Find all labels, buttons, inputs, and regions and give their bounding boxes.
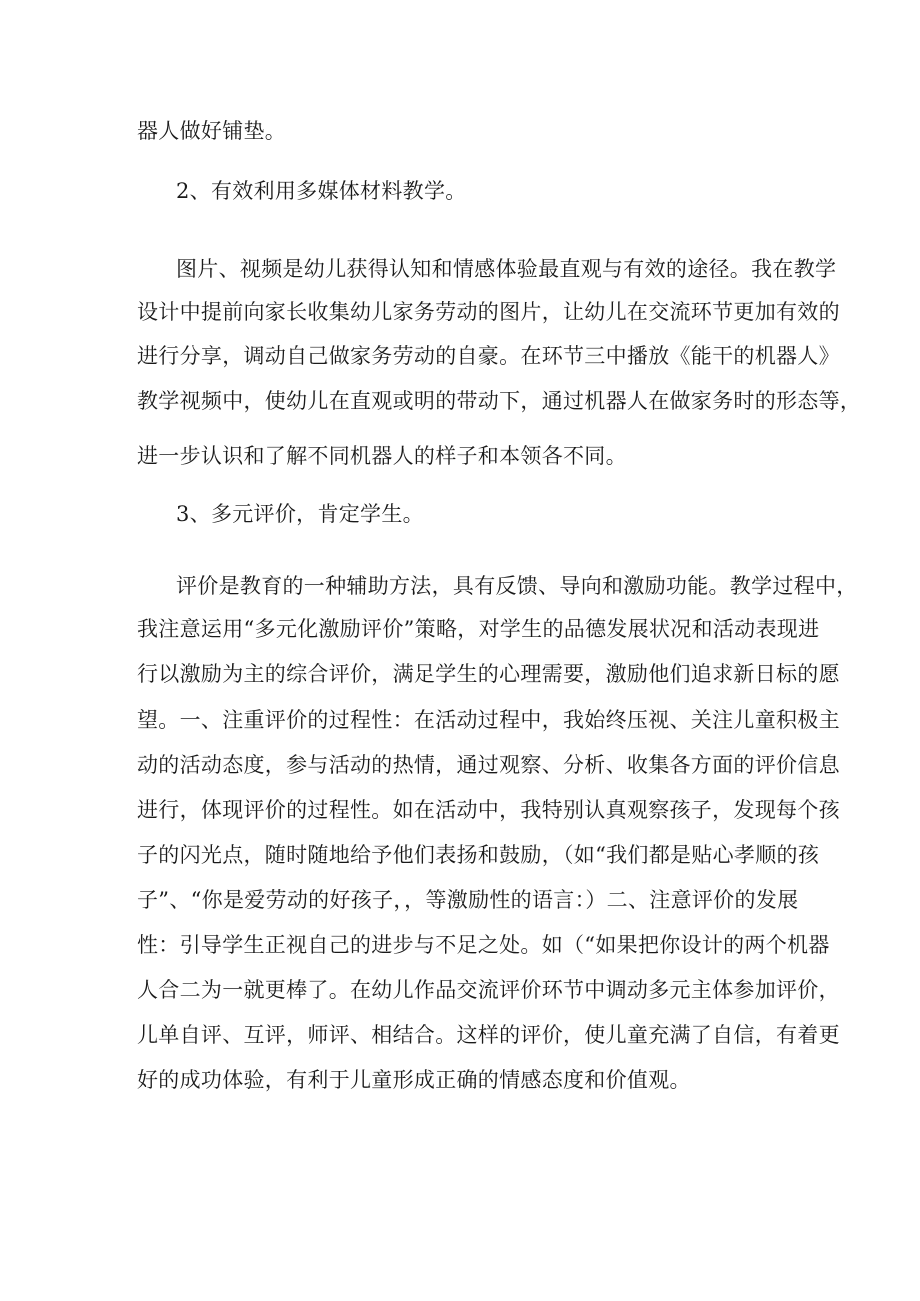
paragraph-line: 教学视频中，使幼儿在直观或明的带动下，通过机器人在做家务时的形态等， [137, 389, 862, 413]
paragraph-continuation: 器人做好铺垫。 [137, 119, 287, 143]
section-heading-3: 3、多元评价，肯定学生。 [176, 502, 424, 526]
paragraph-line: 好的成功体验，有利于儿童形成正确的情感态度和价值观。 [137, 1068, 691, 1092]
paragraph-line: 图片、视频是幼儿获得认知和情感体验最直观与有效的途径。我在教学 [176, 257, 837, 281]
paragraph-line: 人合二为一就更棒了。在幼儿作品交流评价环节中调动多元主体参加评价， [137, 978, 840, 1002]
section-heading-2: 2、有效利用多媒体材料教学。 [176, 179, 467, 203]
paragraph-line: 进行分享，调动自己做家务劳动的自豪。在环节三中播放《能干的机器人》 [137, 344, 840, 368]
paragraph-line: 行以激励为主的综合评价，满足学生的心理需要，激励他们追求新日标的愿 [137, 662, 840, 686]
paragraph-line: 我注意运用“多元化激励评价”策略，对学生的品德发展状况和活动表现进 [137, 617, 820, 641]
paragraph-line: 设计中提前向家长收集幼儿家务劳动的图片，让幼儿在交流环节更加有效的 [137, 300, 840, 324]
paragraph-line: 子的闪光点，随时随地给予他们表扬和鼓励，（如“我们都是贴心孝顺的孩 [137, 843, 820, 867]
paragraph-line: 子”、“你是爱劳动的好孩子，，等激励性的语言：）二、注意评价的发展 [137, 888, 799, 912]
paragraph-line: 评价是教育的一种辅助方法，具有反馈、导向和激励功能。教学过程中， [176, 574, 858, 598]
paragraph-line: 儿单自评、互评，师评、相结合。这样的评价，使儿童充满了自信，有着更 [137, 1023, 840, 1047]
paragraph-line: 望。一、注重评价的过程性：在活动过程中，我始终压视、关注儿童积极主 [137, 708, 840, 732]
paragraph-line: 性：引导学生正视自己的进步与不足之处。如（“如果把你设计的两个机器 [137, 933, 830, 957]
paragraph-line: 进一步认识和了解不同机器人的样子和本领各不同。 [137, 444, 627, 468]
paragraph-line: 进行，体现评价的过程性。如在活动中，我特别认真观察孩子，发现每个孩 [137, 798, 840, 822]
paragraph-line: 动的活动态度，参与活动的热情，通过观察、分析、收集各方面的评价信息 [137, 753, 840, 777]
